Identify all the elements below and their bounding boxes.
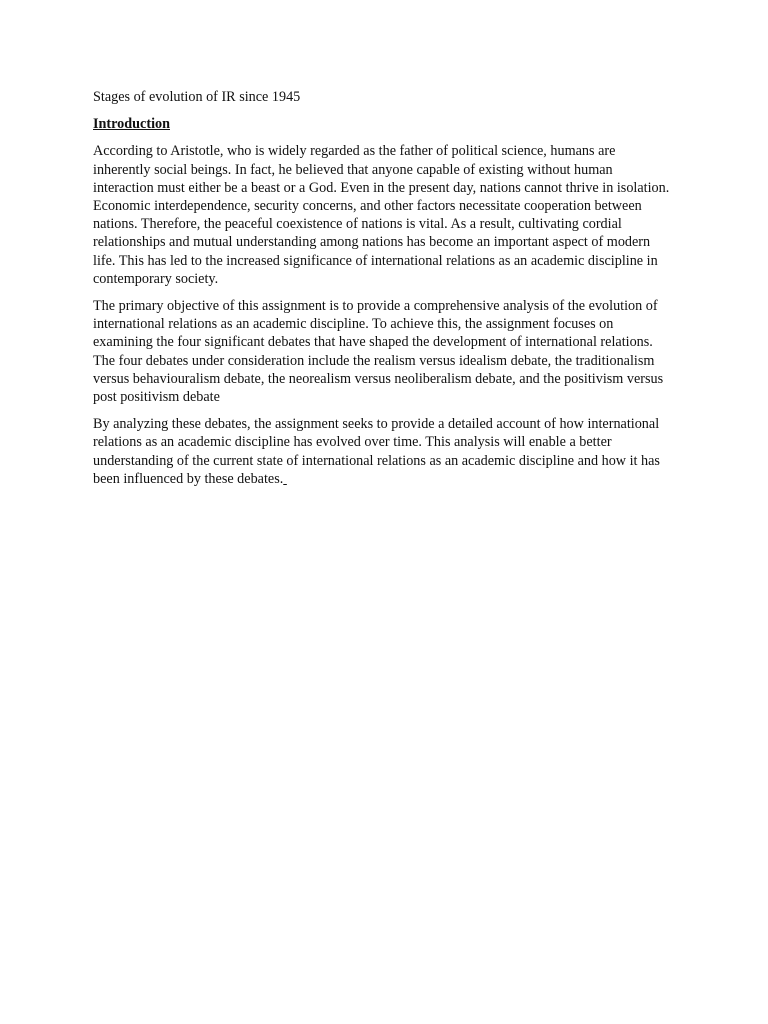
paragraph-2: The primary objective of this assignment is to provide a comprehensive analysis of the evolution of international relations as an academic discipline. To achieve this, the assignment focuses on examining the four significant debates that have shaped the development of international relations. The four debates under consideration include the realism versus idealism debate, the traditionalism versus behaviouralism debate, the neorealism versus neoliberalism debate, and the positivism versus post positivism debate [93, 298, 664, 406]
paragraph-3 [93, 415, 673, 488]
paragraph-1: According to Aristotle, who is widely regarded as the father of political science, humans are inherently social beings. In fact, he believed that anyone capable of existing without human interaction must either be a beast or a God. Even in the present day, nations cannot thrive in isolation. Economic interdependence, security concerns, and other factors necessitate cooperation between nations. Therefore, the peaceful coexistence of nations is vital. As a result, cultivating cordial relationships and mutual understanding among nations has become an important aspect of modern life. This has led to the increased significance of international relations as an academic discipline in contemporary society. [93, 143, 670, 287]
paragraph-3-trailing-space [283, 471, 287, 487]
paragraph-3-text: By analyzing these debates, the assignment seeks to provide a detailed account of how international relations as an academic discipline has evolved over time. This analysis will enable a better understanding of the current state of international relations as an academic discipline and how it has been influenced by these debates. [93, 416, 660, 487]
document-body [93, 88, 673, 497]
section-heading-introduction: Introduction [93, 116, 170, 133]
document-title: Stages of evolution of IR since 1945 [93, 89, 301, 105]
